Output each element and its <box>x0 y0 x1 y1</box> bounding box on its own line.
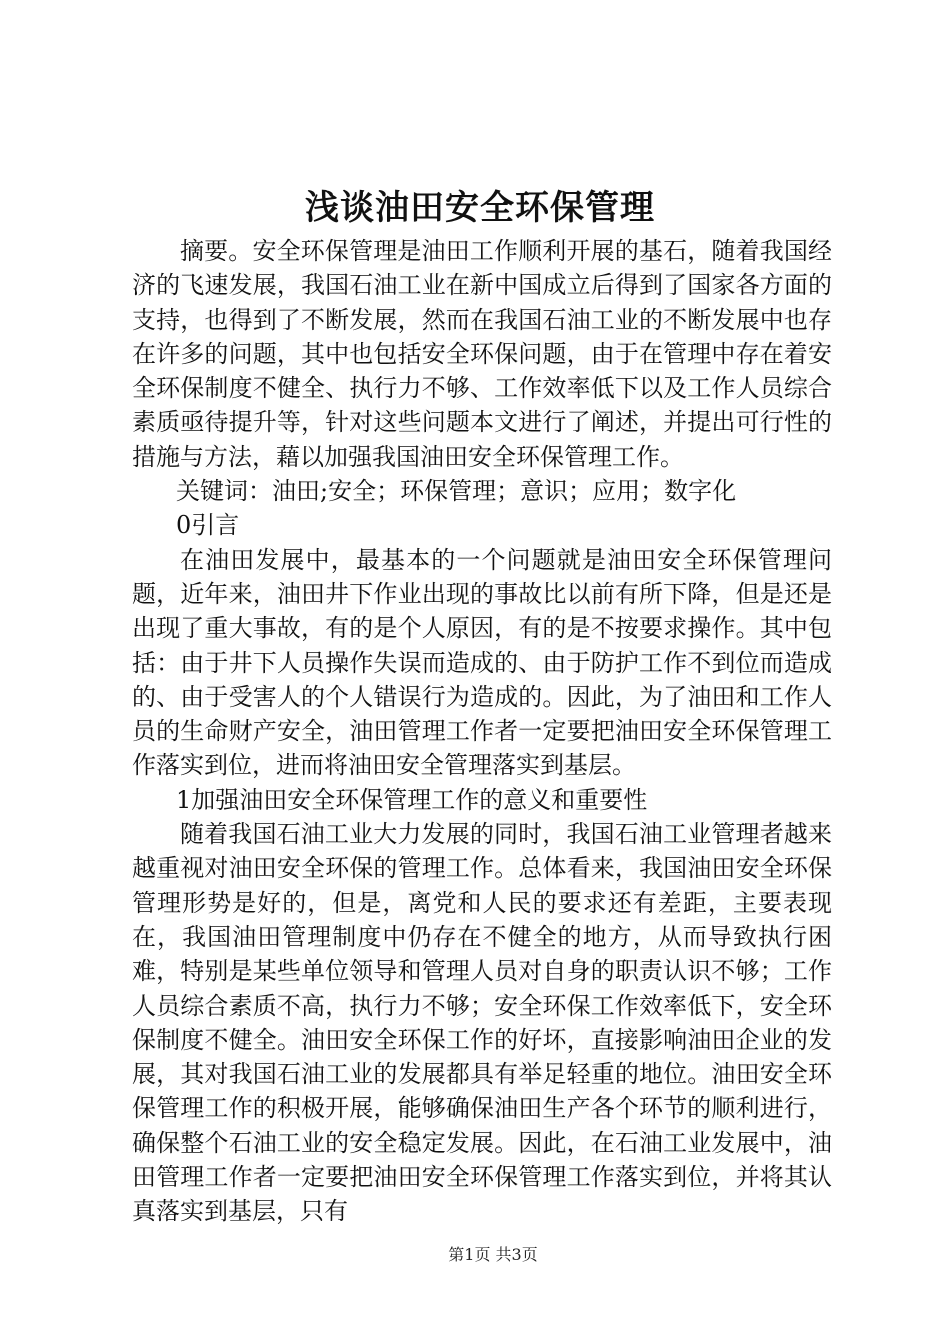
abstract-paragraph: 摘要。安全环保管理是油田工作顺利开展的基石，随着我国经济的飞速发展，我国石油工业在新中国成立后得到了国家各方面的支持，也得到了不断发展，然而在我国石油工业的不断发展中也存在许多的问题，其中也包括安全环保问题，由于在管理中存在着安全环保制度不健全、执行力不够、工作效率低下以及工作人员综合素质亟待提升等，针对这些问题本文进行了阐述，并提出可行性的措施与方法，藉以加强我国油田安全环保管理工作。 <box>132 237 832 471</box>
page-number-footer: 第1页 共3页 <box>448 1245 538 1264</box>
keywords-line: 关键词：油田;安全；环保管理；意识；应用；数字化 <box>176 477 737 506</box>
section-heading-significance: 1加强油田安全环保管理工作的意义和重要性 <box>176 785 648 814</box>
section-heading-introduction: 0引言 <box>176 511 240 540</box>
introduction-paragraph: 在油田发展中，最基本的一个问题就是油田安全环保管理问题，近年来，油田井下作业出现的事故比以前有所下降，但是还是出现了重大事故，有的是个人原因，有的是不按要求操作。其中包括：由于井下人员操作失误而造成的、由于防护工作不到位而造成的、由于受害人的个人错误行为造成的。因此，为了油田和工作人员的生命财产安全，油田管理工作者一定要把油田安全环保管理工作落实到位，进而将油田安全管理落实到基层。 <box>132 545 832 780</box>
document-body <box>132 234 832 1229</box>
significance-paragraph: 随着我国石油工业大力发展的同时，我国石油工业管理者越来越重视对油田安全环保的管理工作。总体看来，我国油田安全环保管理形势是好的，但是，离党和人民的要求还有差距，主要表现在，我国油田管理制度中仍存在不健全的地方，从而导致执行困难，特别是某些单位领导和管理人员对自身的职责认识不够；工作人员综合素质不高，执行力不够；安全环保工作效率低下，安全环保制度不健全。油田安全环保工作的好坏，直接影响油田企业的发展，其对我国石油工业的发展都具有举足轻重的地位。油田安全环保管理工作的积极开展，能够确保油田生产各个环节的顺利进行，确保整个石油工业的安全稳定发展。因此，在石油工业发展中，油田管理工作者一定要把油田安全环保管理工作落实到位，并将其认真落实到基层，只有 <box>132 820 832 1226</box>
document-title: 浅谈油田安全环保管理 <box>305 188 655 228</box>
